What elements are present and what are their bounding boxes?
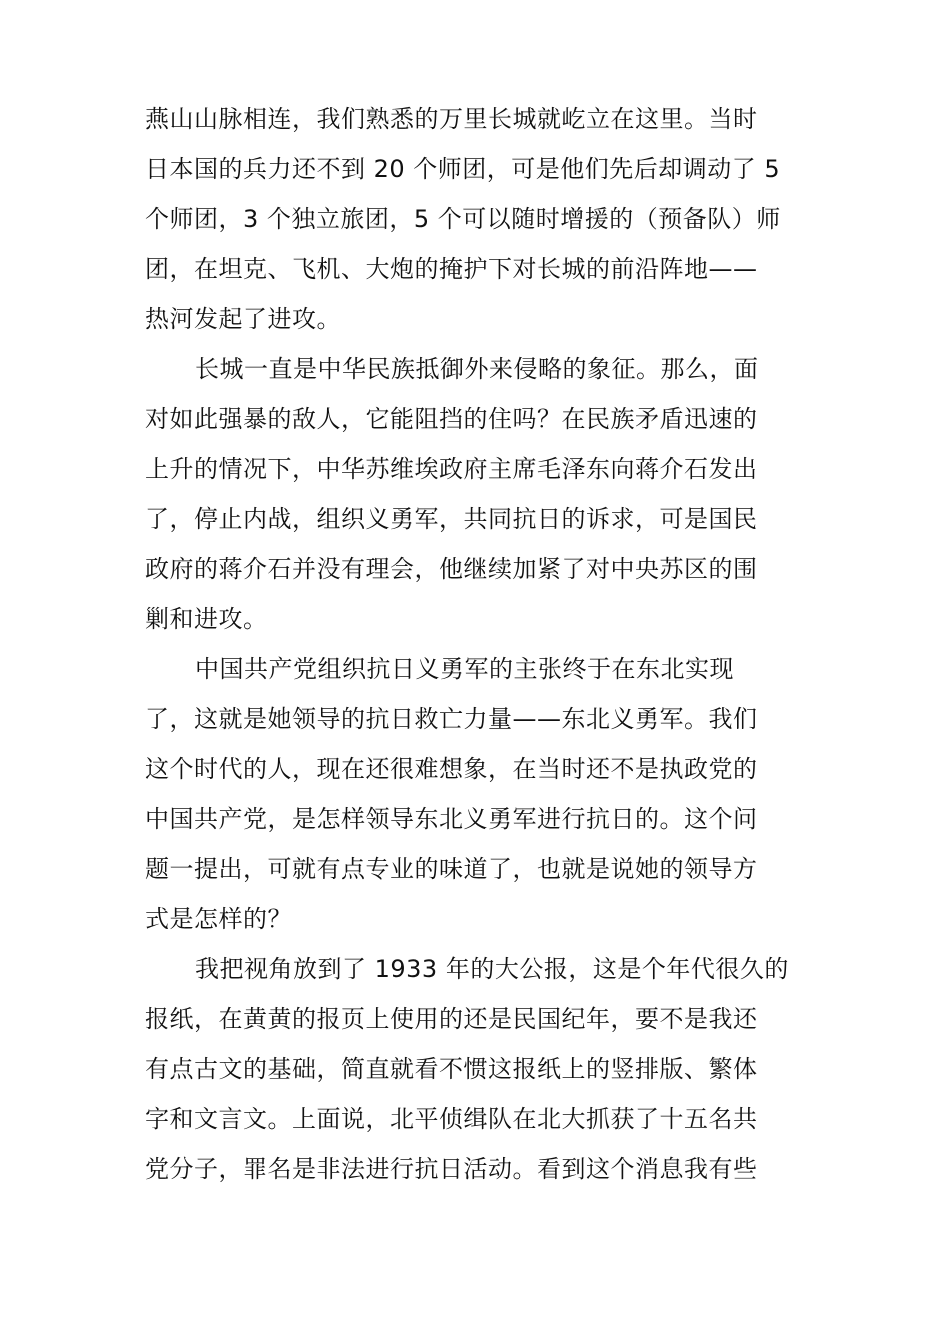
paragraph-1-line-4: 团，在坦克、飞机、大炮的掩护下对长城的前沿阵地—— [145,255,758,283]
paragraph-2-line-2: 对如此强暴的敌人，它能阻挡的住吗？在民族矛盾迅速的 [145,405,758,433]
paragraph-1-line-3: 个师团，3 个独立旅团，5 个可以随时增援的（预备队）师 [145,205,781,233]
paragraph-2-line-4: 了，停止内战，组织义勇军，共同抗日的诉求，可是国民 [145,505,758,533]
paragraph-4-line-1: 我把视角放到了 1933 年的大公报，这是个年代很久的 [195,955,789,983]
paragraph-1-line-2: 日本国的兵力还不到 20 个师团，可是他们先后却调动了 5 [145,155,781,183]
paragraph-3-line-4: 中国共产党，是怎样领导东北义勇军进行抗日的。这个问 [145,805,758,833]
paragraph-2-line-5: 政府的蒋介石并没有理会，他继续加紧了对中央苏区的围 [145,555,758,583]
paragraph-3-line-3: 这个时代的人，现在还很难想象，在当时还不是执政党的 [145,755,758,783]
paragraph-4-line-3: 有点古文的基础，简直就看不惯这报纸上的竖排版、繁体 [145,1055,758,1083]
paragraph-4-line-4: 字和文言文。上面说，北平侦缉队在北大抓获了十五名共 [145,1105,758,1133]
paragraph-3-line-2: 了，这就是她领导的抗日救亡力量——东北义勇军。我们 [145,705,758,733]
paragraph-4-line-5: 党分子，罪名是非法进行抗日活动。看到这个消息我有些 [145,1155,758,1183]
paragraph-2-line-6: 剿和进攻。 [145,605,268,633]
paragraph-3-line-6: 式是怎样的？ [145,905,292,933]
paragraph-1-line-1: 燕山山脉相连，我们熟悉的万里长城就屹立在这里。当时 [145,105,758,133]
paragraph-3-line-5: 题一提出，可就有点专业的味道了，也就是说她的领导方 [145,855,758,883]
paragraph-3-line-1: 中国共产党组织抗日义勇军的主张终于在东北实现 [195,655,734,683]
paragraph-4-line-2: 报纸，在黄黄的报页上使用的还是民国纪年，要不是我还 [145,1005,758,1033]
paragraph-2-line-1: 长城一直是中华民族抵御外来侵略的象征。那么，面 [195,355,759,383]
paragraph-2-line-3: 上升的情况下，中华苏维埃政府主席毛泽东向蒋介石发出 [145,455,758,483]
paragraph-1-line-5: 热河发起了进攻。 [145,305,341,333]
body-text [145,94,805,1194]
